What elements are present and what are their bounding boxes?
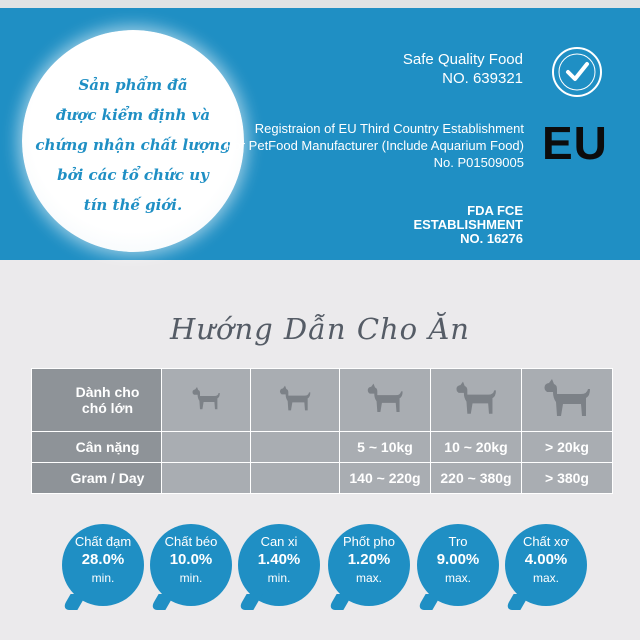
nutrient-value: 4.00% (524, 551, 568, 568)
gram-cell (251, 463, 340, 494)
nutrient-name: Chất xơ (522, 534, 570, 549)
nutrient-unit: max. (355, 571, 382, 585)
dog-large-icon (450, 379, 502, 419)
gram-cell (162, 463, 251, 494)
eu-line-2: For PetFood Manufacturer (Include Aquarium Food) (225, 138, 524, 153)
nutrition-bubble-calcium (238, 524, 320, 606)
nutrient-name: Tro (448, 534, 468, 549)
nutrient-unit: min. (179, 571, 203, 585)
claim-line: tín thế giới. (83, 196, 183, 214)
weight-label (32, 432, 162, 463)
dog-medium-icon (362, 381, 408, 417)
nutrition-bubble-fat (150, 524, 232, 606)
sqf-certification (403, 50, 523, 88)
eu-line-3: No. P01509005 (433, 155, 524, 170)
weight-cell (251, 432, 340, 463)
nutrition-bubble-fiber (505, 524, 587, 606)
claim-line: được kiểm định và (55, 106, 211, 124)
certification-banner (0, 8, 640, 260)
top-strip (0, 0, 640, 8)
gram-cell: 140 ~ 220g (340, 463, 431, 494)
table-row (32, 369, 613, 432)
gram-label (32, 463, 162, 494)
nutrient-name: Phốt pho (342, 534, 396, 549)
eu-line-1: Registraion of EU Third Country Establishment (254, 121, 524, 136)
eu-logo: EU (542, 117, 608, 169)
nutrition-bubble-protein (62, 524, 144, 606)
dog-column-3 (340, 369, 431, 432)
fda-line-1: FDA FCE (467, 203, 523, 218)
dog-column-4 (431, 369, 522, 432)
nutrient-unit: max. (444, 571, 471, 585)
nutrient-value: 10.0% (169, 551, 213, 568)
feeding-guide-heading: Hướng Dẫn Cho Ăn (170, 312, 470, 346)
eu-registration (226, 120, 524, 171)
nutrient-unit: min. (267, 571, 291, 585)
gram-label-text: Gram / Day (70, 470, 145, 486)
dog-type-label (32, 369, 162, 432)
nutrition-bubble-ash (417, 524, 499, 606)
nutrient-unit: max. (532, 571, 559, 585)
dog-small-icon (275, 383, 315, 415)
feeding-table (31, 368, 613, 494)
gram-cell: > 380g (522, 463, 613, 494)
weight-cell (162, 432, 251, 463)
nutrient-name: Chất béo (164, 534, 218, 549)
dog-column-2 (251, 369, 340, 432)
dog-small-icon (188, 385, 224, 413)
claim-line: bởi các tổ chức uy (57, 166, 209, 184)
dog-type-line-1: Dành cho (75, 384, 140, 400)
sqf-certified-badge-icon (551, 46, 603, 98)
nutrient-value: 9.00% (436, 551, 480, 568)
claim-line: Sản phẩm đã (78, 76, 188, 94)
weight-cell: > 20kg (522, 432, 613, 463)
dog-column-5 (522, 369, 613, 432)
gram-cell: 220 ~ 380g (431, 463, 522, 494)
nutrient-value: 1.40% (257, 551, 301, 568)
fda-line-3: NO. 16276 (460, 231, 523, 246)
dog-type-line-2: chó lớn (81, 400, 134, 416)
nutrient-value: 1.20% (347, 551, 391, 568)
nutrition-bubble-phosphorus (328, 524, 410, 606)
weight-cell: 5 ~ 10kg (340, 432, 431, 463)
sqf-title: Safe Quality Food (402, 51, 523, 68)
nutrient-unit: min. (91, 571, 115, 585)
weight-cell: 10 ~ 20kg (431, 432, 522, 463)
dog-xlarge-icon (537, 376, 597, 422)
fda-registration (413, 204, 523, 246)
dog-column-1 (162, 369, 251, 432)
nutrient-name: Chất đạm (74, 534, 132, 549)
table-row (32, 463, 613, 494)
claim-line: chứng nhận chất lượng (35, 136, 231, 154)
nutrient-value: 28.0% (81, 551, 125, 568)
table-row (32, 432, 613, 463)
fda-line-2: ESTABLISHMENT (413, 217, 523, 232)
weight-label-text: Cân nặng (75, 439, 140, 455)
nutrient-name: Can xi (260, 534, 298, 549)
sqf-number: NO. 639321 (442, 70, 523, 87)
quality-claim-circle (22, 30, 244, 252)
